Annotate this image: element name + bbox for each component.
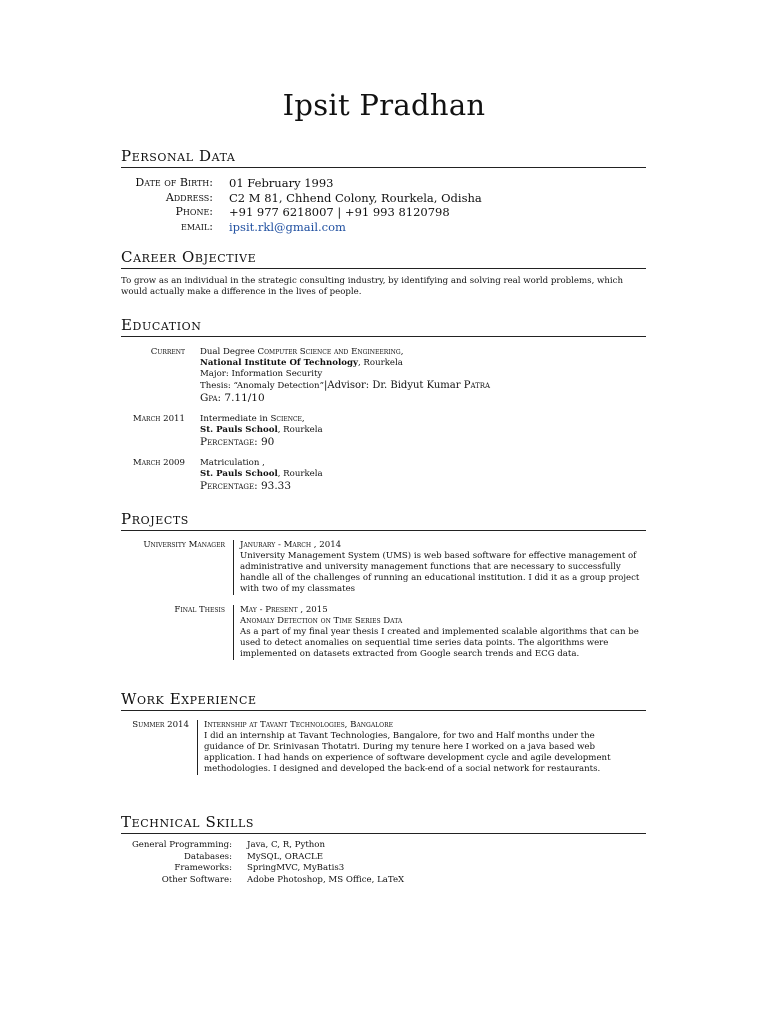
skill-value: Adobe Photoshop, MS Office, LaTeX xyxy=(247,874,405,885)
major-text: Major: Information Security xyxy=(200,369,323,379)
institute-location: , Rourkela xyxy=(277,469,323,479)
career-objective-section xyxy=(121,248,646,298)
dob-label: Date of Birth: xyxy=(135,176,213,189)
thesis-text: Thesis: “Anomaly Detection” xyxy=(200,381,324,391)
education-date: March 2011 xyxy=(132,414,185,424)
skill-label: Other Software: xyxy=(161,874,232,885)
degree-text: Dual Degree xyxy=(200,347,258,357)
project-heading: Anomaly Detection on Time Series Data xyxy=(240,616,403,626)
project-entry xyxy=(121,540,646,595)
project-entry xyxy=(121,605,646,660)
personal-row-dob xyxy=(121,176,646,191)
skill-row xyxy=(121,875,646,887)
skill-label: Databases: xyxy=(183,851,232,862)
dob-value: 01 February 1993 xyxy=(229,176,334,190)
institute-name: St. Pauls School xyxy=(200,469,278,479)
section-title-objective: Career Objective xyxy=(121,248,646,269)
address-label: Address: xyxy=(165,190,213,204)
education-section xyxy=(121,316,646,492)
score-text: Percentage: 93.33 xyxy=(200,480,292,492)
work-entry xyxy=(121,720,646,775)
email-link[interactable]: ipsit.rkl@gmail.com xyxy=(229,219,346,234)
work-description: I did an internship at Tavant Technologies, Bangalore, for two and Half months under the guidance of Dr. Srinivasan Thotatri. During my tenure here I worked on a java based web application. I had hands on experience of software development cycle and agile development methodologies. I designed and developed the back-end of a social network for restaurants. xyxy=(204,731,611,774)
skill-row xyxy=(121,840,646,852)
work-heading: Internship at Tavant Technologies, Bangalore xyxy=(204,720,393,730)
objective-text: To grow as an individual in the strategic consulting industry, by identifying and solving real world problems, which would actually make a difference in the lives of people. xyxy=(121,276,624,297)
skill-value: Java, C, R, Python xyxy=(247,840,326,850)
technical-skills-section xyxy=(121,813,646,886)
resume-name: Ipsit Pradhan xyxy=(282,88,486,122)
score-text: Percentage: 90 xyxy=(200,436,275,448)
work-label: Summer 2014 xyxy=(132,720,189,730)
education-date: March 2009 xyxy=(132,458,185,468)
section-title-projects: Projects xyxy=(121,510,646,531)
section-title-personal: Personal Data xyxy=(121,147,646,168)
project-period: Janurary - March , 2014 xyxy=(240,540,342,550)
institute-name: National Institute Of Technology xyxy=(200,358,358,368)
phone-value: +91 977 6218007 | +91 993 8120798 xyxy=(229,205,450,219)
degree-text: Intermediate in xyxy=(200,414,271,424)
skill-value: MySQL, ORACLE xyxy=(247,851,324,862)
skill-value: SpringMVC, MyBatis3 xyxy=(247,863,345,873)
institute-name: St. Pauls School xyxy=(200,425,278,435)
project-label: University Manager xyxy=(143,540,225,550)
project-description: University Management System (UMS) is web based software for effective management of administrative and university management functions that are necessary to successfully handle all of the challenges of running an educational institution. I did it as a group project with two of my classmates xyxy=(240,551,640,594)
skill-label: General Programming: xyxy=(131,840,232,850)
degree-field: Computer Science and Engineering, xyxy=(257,347,404,357)
section-title-work: Work Experience xyxy=(121,690,646,711)
work-experience-section xyxy=(121,690,646,775)
advisor-surname: Patra xyxy=(463,380,491,391)
education-entry xyxy=(121,414,646,448)
degree-field: Science, xyxy=(270,414,305,424)
personal-row-email xyxy=(121,220,646,235)
project-description: As a part of my final year thesis I created and implemented scalable algorithms that can be used to detect anomalies on sequential time series data points. The algorithms were implemented on datasets extracted from Google search trends and ECG data. xyxy=(240,627,639,659)
skill-row xyxy=(121,863,646,875)
phone-label: Phone: xyxy=(175,205,213,218)
skills-list xyxy=(121,840,646,886)
project-period: May - Present , 2015 xyxy=(240,605,328,615)
education-entry xyxy=(121,347,646,404)
score-text: Gpa: 7.11/10 xyxy=(200,392,265,404)
section-title-skills: Technical Skills xyxy=(121,813,646,834)
degree-text: Matriculation , xyxy=(200,458,265,468)
institute-location: , Rourkela xyxy=(357,358,403,368)
email-label: email: xyxy=(181,219,213,233)
education-date: Current xyxy=(150,347,185,357)
skill-row xyxy=(121,852,646,864)
personal-row-phone xyxy=(121,205,646,220)
education-entry xyxy=(121,458,646,492)
skill-label: Frameworks: xyxy=(174,863,232,873)
personal-data-section xyxy=(121,147,646,234)
personal-data-list xyxy=(121,176,646,234)
project-label: Final Thesis xyxy=(174,605,225,615)
address-value: C2 M 81, Chhend Colony, Rourkela, Odisha xyxy=(229,190,482,205)
projects-section xyxy=(121,510,646,660)
institute-location: , Rourkela xyxy=(277,425,323,435)
personal-row-address xyxy=(121,191,646,206)
section-title-education: Education xyxy=(121,316,646,337)
advisor-text: |Advisor: Dr. Bidyut Kumar xyxy=(324,380,464,391)
